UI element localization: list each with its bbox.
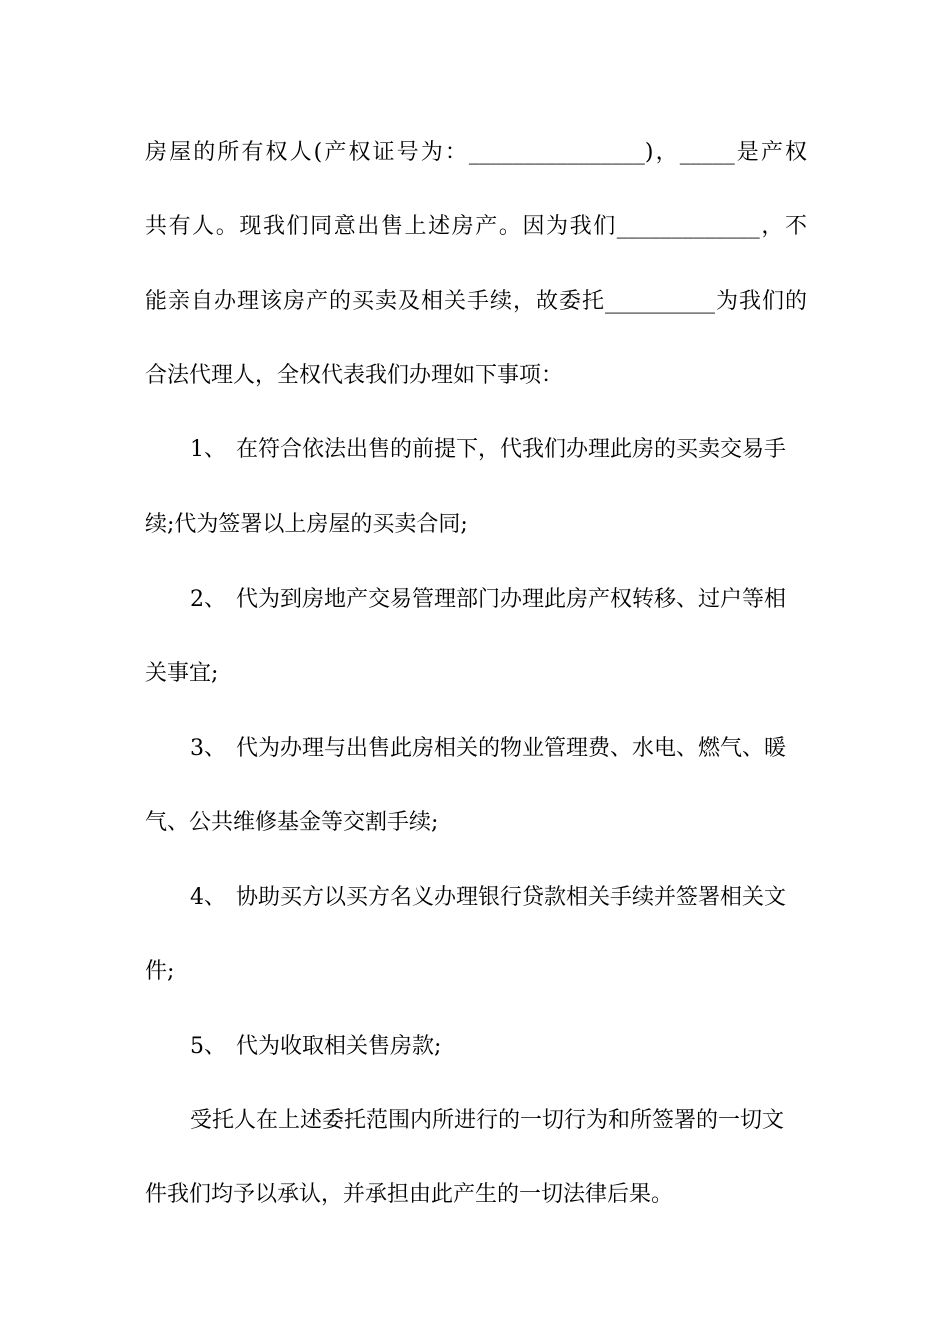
paragraph-line: 房屋的所有权人(产权证号为：________________)，_____是产权 [145,140,807,165]
list-item-number: 4、 [190,885,226,910]
paragraph-line: 件我们均予以承认，并承担由此产生的一切法律后果。 [145,1182,674,1207]
paragraph-line: 能亲自办理该房产的买卖及相关手续，故委托__________为我们的 [145,289,807,314]
list-item-3 [190,729,807,769]
list-item-text: 代为到房地产交易管理部门办理此房产权转移、过户等相 [236,587,787,612]
paragraph-line: 续;代为签署以上房屋的买卖合同; [145,512,468,537]
list-item-2 [190,580,807,620]
list-item-1 [190,430,807,470]
paragraph-line: 件; [145,959,175,984]
paragraph-line: 合法代理人，全权代表我们办理如下事项： [145,363,564,388]
paragraph-line: 气、公共维修基金等交割手续; [145,810,439,835]
list-item-text: 代为收取相关售房款; [236,1034,442,1059]
paragraph-line: 受托人在上述委托范围内所进行的一切行为和所签署的一切文 [190,1108,785,1133]
list-item-number: 1、 [190,437,226,462]
list-item-text: 代为办理与出售此房相关的物业管理费、水电、燃气、暖 [236,736,787,761]
list-item-text: 协助买方以买方名义办理银行贷款相关手续并签署相关文 [236,885,787,910]
list-item-number: 3、 [190,736,226,761]
list-item-number: 5、 [190,1034,226,1059]
list-item-5 [190,1027,807,1067]
paragraph-line: 关事宜; [145,661,219,686]
list-item-number: 2、 [190,587,226,612]
list-item-text: 在符合依法出售的前提下，代我们办理此房的买卖交易手 [236,437,787,462]
list-item-4 [190,878,807,918]
paragraph-line: 共有人。现我们同意出售上述房产。因为我们_____________，不 [145,214,807,239]
